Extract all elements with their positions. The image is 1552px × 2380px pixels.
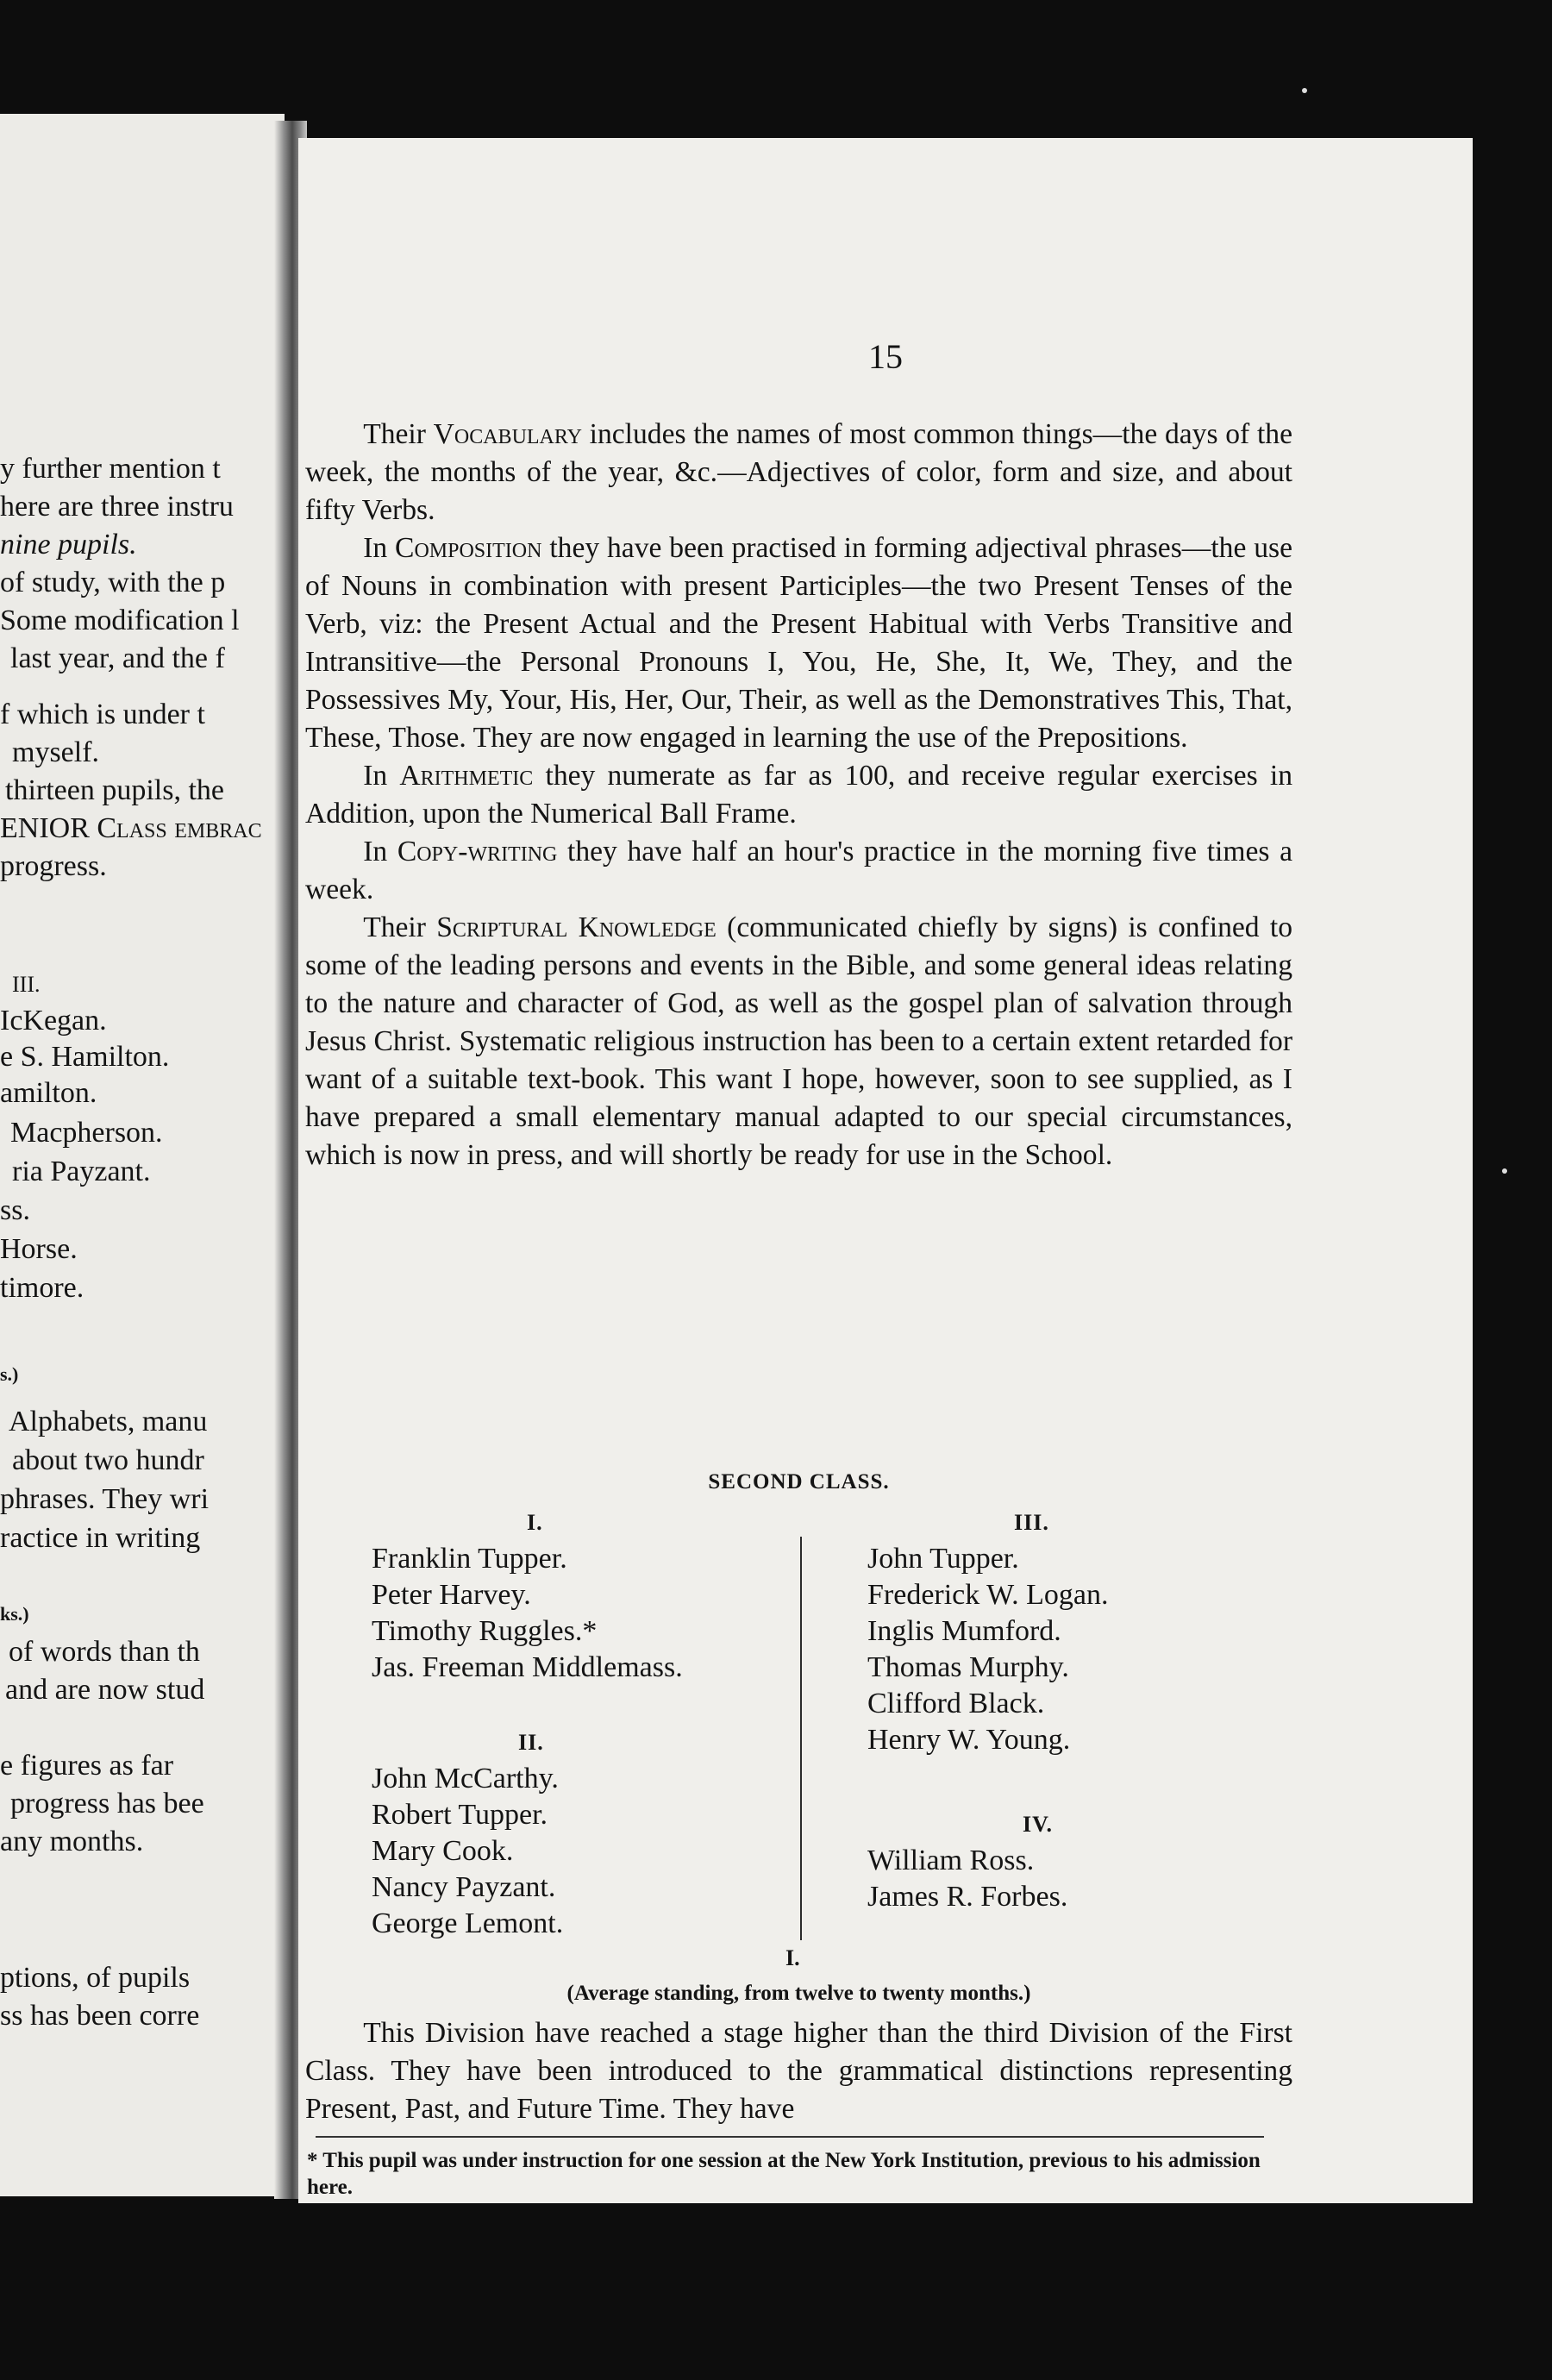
left-fragment: ENIOR Class embrac <box>0 812 262 844</box>
division-iii <box>867 1505 1109 1758</box>
left-fragment: f which is under t <box>0 698 205 730</box>
left-fragment: ptions, of pupils <box>0 1962 191 1994</box>
pupil-name: John McCarthy. <box>372 1763 559 1794</box>
left-fragment: ks.) <box>0 1603 29 1625</box>
left-fragment: Horse. <box>0 1233 78 1265</box>
left-fragment: e S. Hamilton. <box>0 1041 170 1073</box>
pupil-name: John Tupper. <box>867 1543 1019 1575</box>
left-fragment: Some modification l <box>0 604 240 636</box>
left-fragment: phrases. They wri <box>0 1483 210 1515</box>
left-fragment: amilton. <box>0 1077 97 1109</box>
column-divider <box>800 1537 802 1940</box>
paragraph-scriptural-knowledge: Their Scriptural Knowledge (communicated chiefly by signs) is confined to some of the leading persons and events in the Bible, and some general ideas relating to the nature and character of God, as well as the gospel plan of salvation through Jesus Christ. Systematic religious instruction has been to a certain extent retarded for want of a suitable text-book. This want I hope, however, soon to see supplied, as I have prepared a small elementary manual adapted to our special circumstances, which is now in press, and will shortly be ready for use in the School. <box>305 911 1292 1171</box>
division-iv <box>867 1807 1067 1915</box>
section-note: (Average standing, from twelve to twenty months.) <box>566 1982 1031 2005</box>
left-fragment: ss has been corre <box>0 2000 200 2032</box>
left-fragment: ria Payzant. <box>12 1156 151 1187</box>
pupil-name: Inglis Mumford. <box>867 1615 1061 1647</box>
pupil-name: Timothy Ruggles.* <box>372 1615 598 1647</box>
pupil-name: Thomas Murphy. <box>867 1651 1069 1683</box>
left-fragment: s.) <box>0 1363 19 1385</box>
class-heading: SECOND CLASS. <box>708 1470 890 1494</box>
left-fragment: nine pupils. <box>0 529 137 561</box>
left-fragment: III. <box>12 972 41 997</box>
paragraph-composition: In Composition they have been practised in forming adjectival phrases—the use of Nouns in combination with present Participles—the two Present Tenses of the Verb, viz: the Present Actual and the Present Habitual with Verbs Transitive and Intransitive—the Personal Pronouns I, You, He, She, It, We, They, and the Possessives My, Your, His, Her, Our, Their, as well as the Demonstratives This, That, These, Those. They are now engaged in learning the use of the Prepositions. <box>305 532 1292 754</box>
left-fragment: e figures as far <box>0 1750 174 1782</box>
pupil-name: Clifford Black. <box>867 1688 1045 1719</box>
left-fragment: progress. <box>0 850 107 882</box>
left-fragment: thirteen pupils, the <box>5 774 225 806</box>
left-fragment: last year, and the f <box>10 642 225 674</box>
body-text <box>305 416 1292 1174</box>
page-15 <box>298 138 1473 2203</box>
left-fragment: of words than th <box>9 1636 200 1668</box>
division-heading: III. <box>1014 1510 1049 1535</box>
left-fragment: myself. <box>12 736 100 768</box>
pupil-name: Franklin Tupper. <box>372 1543 567 1575</box>
left-fragment: Macpherson. <box>10 1117 163 1149</box>
left-fragment: Alphabets, manu <box>9 1406 208 1437</box>
page-number: 15 <box>868 337 903 376</box>
closing-text <box>305 2014 1292 2128</box>
left-fragment: and are now stud <box>5 1674 205 1706</box>
section-number: I. <box>785 1945 800 1970</box>
division-i <box>372 1505 683 1686</box>
left-fragment: ractice in writing <box>0 1522 201 1554</box>
footnote: * This pupil was under instruction for one session at the New York Institution, previous to his admission here. <box>307 2149 1261 2199</box>
left-fragment: any months. <box>0 1826 144 1857</box>
pupil-name: Henry W. Young. <box>867 1724 1071 1756</box>
pupil-name: James R. Forbes. <box>867 1881 1068 1913</box>
left-fragment: y further mention t <box>0 453 221 485</box>
pupil-name: Peter Harvey. <box>372 1579 531 1611</box>
left-page <box>0 114 285 2196</box>
dust-speck <box>1302 88 1307 93</box>
left-fragment: IcKegan. <box>0 1005 107 1037</box>
pupil-name: Robert Tupper. <box>372 1799 548 1831</box>
left-fragment: here are three instru <box>0 491 234 523</box>
pupil-name: Nancy Payzant. <box>372 1871 556 1903</box>
left-fragment: of study, with the p <box>0 567 226 598</box>
left-fragment: about two hundr <box>12 1444 204 1476</box>
left-fragment: timore. <box>0 1272 84 1304</box>
pupil-name: William Ross. <box>867 1845 1035 1876</box>
pupil-name: George Lemont. <box>372 1907 564 1939</box>
division-ii <box>372 1725 563 1942</box>
left-fragment: progress has bee <box>10 1788 204 1819</box>
paragraph-vocabulary: Their Vocabulary includes the names of most common things—the days of the week, the months of the year, &c.—Adjectives of color, form and size, and about fifty Verbs. <box>305 418 1292 526</box>
paragraph-copy-writing: In Copy-writing they have half an hour's practice in the morning five times a week. <box>305 836 1292 905</box>
dust-speck <box>1502 1168 1507 1174</box>
left-fragment: ss. <box>0 1194 30 1226</box>
division-heading: IV. <box>1023 1812 1054 1837</box>
paragraph-division-i: This Division have reached a stage higher than the third Division of the First Class. They have been introduced to the grammatical distinctions representing Present, Past, and Future Time. They have <box>305 2017 1292 2125</box>
division-heading: II. <box>518 1730 544 1755</box>
footnote-rule <box>316 2136 1264 2138</box>
paragraph-arithmetic: In Arithmetic they numerate as far as 100, and receive regular exercises in Addition, upon the Numerical Ball Frame. <box>305 760 1292 830</box>
pupil-name: Frederick W. Logan. <box>867 1579 1109 1611</box>
division-heading: I. <box>527 1510 543 1535</box>
pupil-name: Mary Cook. <box>372 1835 514 1867</box>
pupil-name: Jas. Freeman Middlemass. <box>372 1651 683 1683</box>
